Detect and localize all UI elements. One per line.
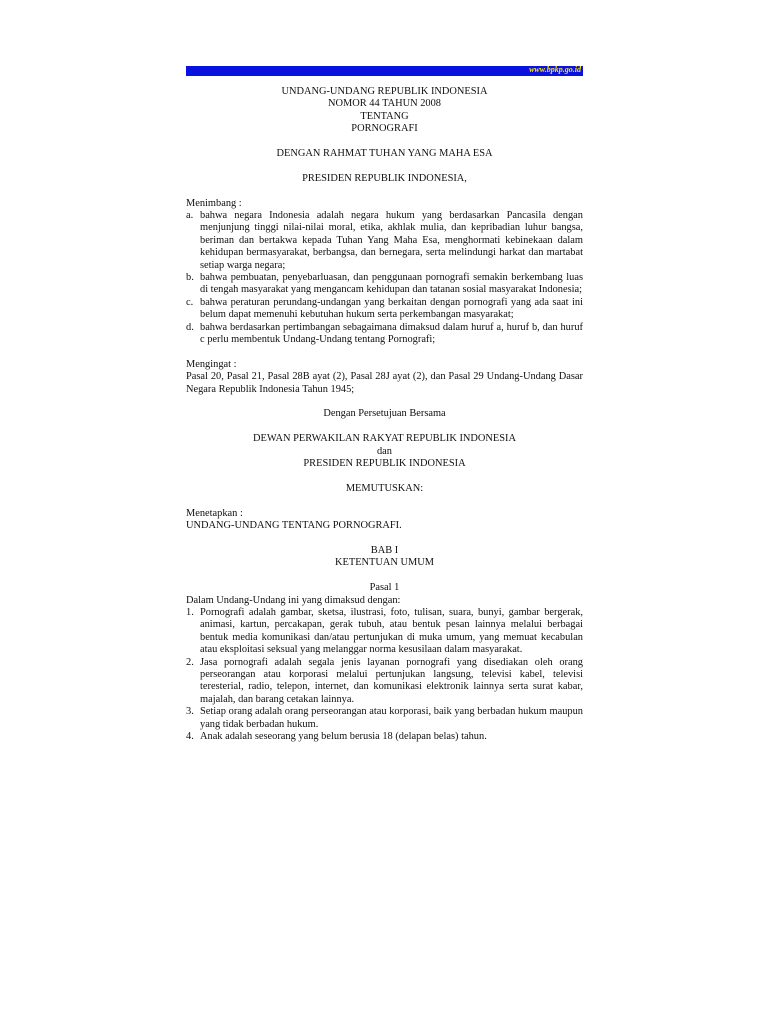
chapter-heading [186, 545, 583, 570]
header-banner [186, 66, 583, 76]
dan-line: dan [376, 445, 392, 457]
menetapkan-text: UNDANG-UNDANG TENTANG PORNOGRAFI. [186, 520, 402, 532]
rahmat-line: DENGAN RAHMAT TUHAN YANG MAHA ESA [276, 148, 493, 160]
list-item [186, 607, 583, 657]
list-item [186, 210, 583, 272]
menetapkan-label: Menetapkan : [186, 507, 243, 519]
menimbang-section [186, 198, 583, 347]
law-title [186, 86, 583, 136]
title-line-1: UNDANG-UNDANG REPUBLIK INDONESIA [281, 86, 488, 97]
mengingat-section [186, 359, 583, 396]
chapter-title: BAB I [370, 544, 399, 556]
list-item-text: bahwa pembuatan, penyebarluasan, dan penggunaan pornografi semakin berkembang luas di tengah masyarakat yang mengancam kehidupan dan tatanan sosial masyarakat Indonesia; [200, 272, 583, 296]
list-item-label: 4. [186, 730, 194, 742]
list-item-label: d. [186, 321, 194, 333]
list-item-label: a. [186, 210, 194, 222]
persetujuan-line: Dengan Persetujuan Bersama [323, 408, 446, 420]
list-item [186, 706, 583, 731]
list-item [186, 657, 583, 707]
parties-block [186, 433, 583, 470]
list-item [186, 272, 583, 297]
list-item-label: b. [186, 272, 194, 284]
menimbang-label: Menimbang : [186, 197, 242, 209]
list-item-label: c. [186, 296, 194, 308]
list-item-text: Setiap orang adalah orang perseorangan atau korporasi, baik yang berbadan hukum maupun yang tidak berbadan hukum. [200, 706, 583, 730]
list-item-text: bahwa negara Indonesia adalah negara hukum yang berdasarkan Pancasila dengan menjunjung tinggi nilai-nilai moral, etika, akhlak mulia, dan kepribadian luhur bangsa, beriman dan bertakwa kepada Tuhan Yang Maha Esa, menghormati kebinekaan dalam kehidupan bermasyarakat, berbangsa, dan bernegara, serta melindungi harkat dan martabat setiap warga negara; [200, 210, 583, 271]
definitions-section [186, 595, 583, 744]
list-item [186, 297, 583, 322]
list-item-label: 1. [186, 606, 194, 618]
list-item [186, 731, 583, 743]
title-line-3: TENTANG [360, 110, 409, 122]
title-line-4: PORNOGRAFI [351, 123, 418, 135]
document-body [186, 86, 583, 743]
mengingat-label: Mengingat : [186, 358, 237, 370]
title-line-2: NOMOR 44 TAHUN 2008 [328, 98, 441, 110]
presiden-line: PRESIDEN REPUBLIK INDONESIA, [302, 172, 467, 184]
website-url[interactable]: www.bpkp.go.id [529, 65, 581, 74]
list-item-label: 3. [186, 706, 194, 718]
list-item-text: Anak adalah seseorang yang belum berusia 18 (delapan belas) tahun. [200, 730, 487, 742]
presiden-party-line: PRESIDEN REPUBLIK INDONESIA [303, 458, 466, 470]
list-item-text: bahwa berdasarkan pertimbangan sebagaimana dimaksud dalam huruf a, huruf b, dan huruf c perlu membentuk Undang-Undang tentang Pornografi; [200, 321, 583, 346]
mengingat-text: Pasal 20, Pasal 21, Pasal 28B ayat (2), Pasal 28J ayat (2), dan Pasal 29 Undang-Undang Dasar Negara Republik Indonesia Tahun 1945; [186, 371, 583, 395]
dpr-line: DEWAN PERWAKILAN RAKYAT REPUBLIK INDONESIA [252, 433, 517, 445]
chapter-subtitle: KETENTUAN UMUM [335, 557, 434, 569]
list-item-text: Jasa pornografi adalah segala jenis layanan pornografi yang disediakan oleh orang perseorangan atau korporasi melalui pertunjukan langsung, televisi kabel, televisi teresterial, radio, telepon, internet, dan komunikasi elektronik lainnya serta surat kabar, majalah, dan barang cetakan lainnya. [200, 656, 583, 705]
list-item [186, 322, 583, 347]
article-heading: Pasal 1 [369, 582, 400, 594]
memutuskan-line: MEMUTUSKAN: [345, 482, 424, 494]
list-item-text: Pornografi adalah gambar, sketsa, ilustrasi, foto, tulisan, suara, bunyi, gambar bergerak, animasi, kartun, percakapan, gerak tubuh, atau bentuk pesan lainnya melalui berbagai bentuk media komunikasi dan/atau pertunjukan di muka umum, yang memuat kecabulan atau eksploitasi seksual yang melanggar norma kesusilaan dalam masyarakat. [200, 606, 583, 656]
menetapkan-section [186, 508, 583, 533]
definitions-intro: Dalam Undang-Undang ini yang dimaksud dengan: [186, 594, 401, 606]
list-item-label: 2. [186, 656, 194, 668]
list-item-text: bahwa peraturan perundang-undangan yang berkaitan dengan pornografi yang ada saat ini belum dapat memenuhi kebutuhan hukum serta perkembangan masyarakat; [200, 296, 583, 321]
